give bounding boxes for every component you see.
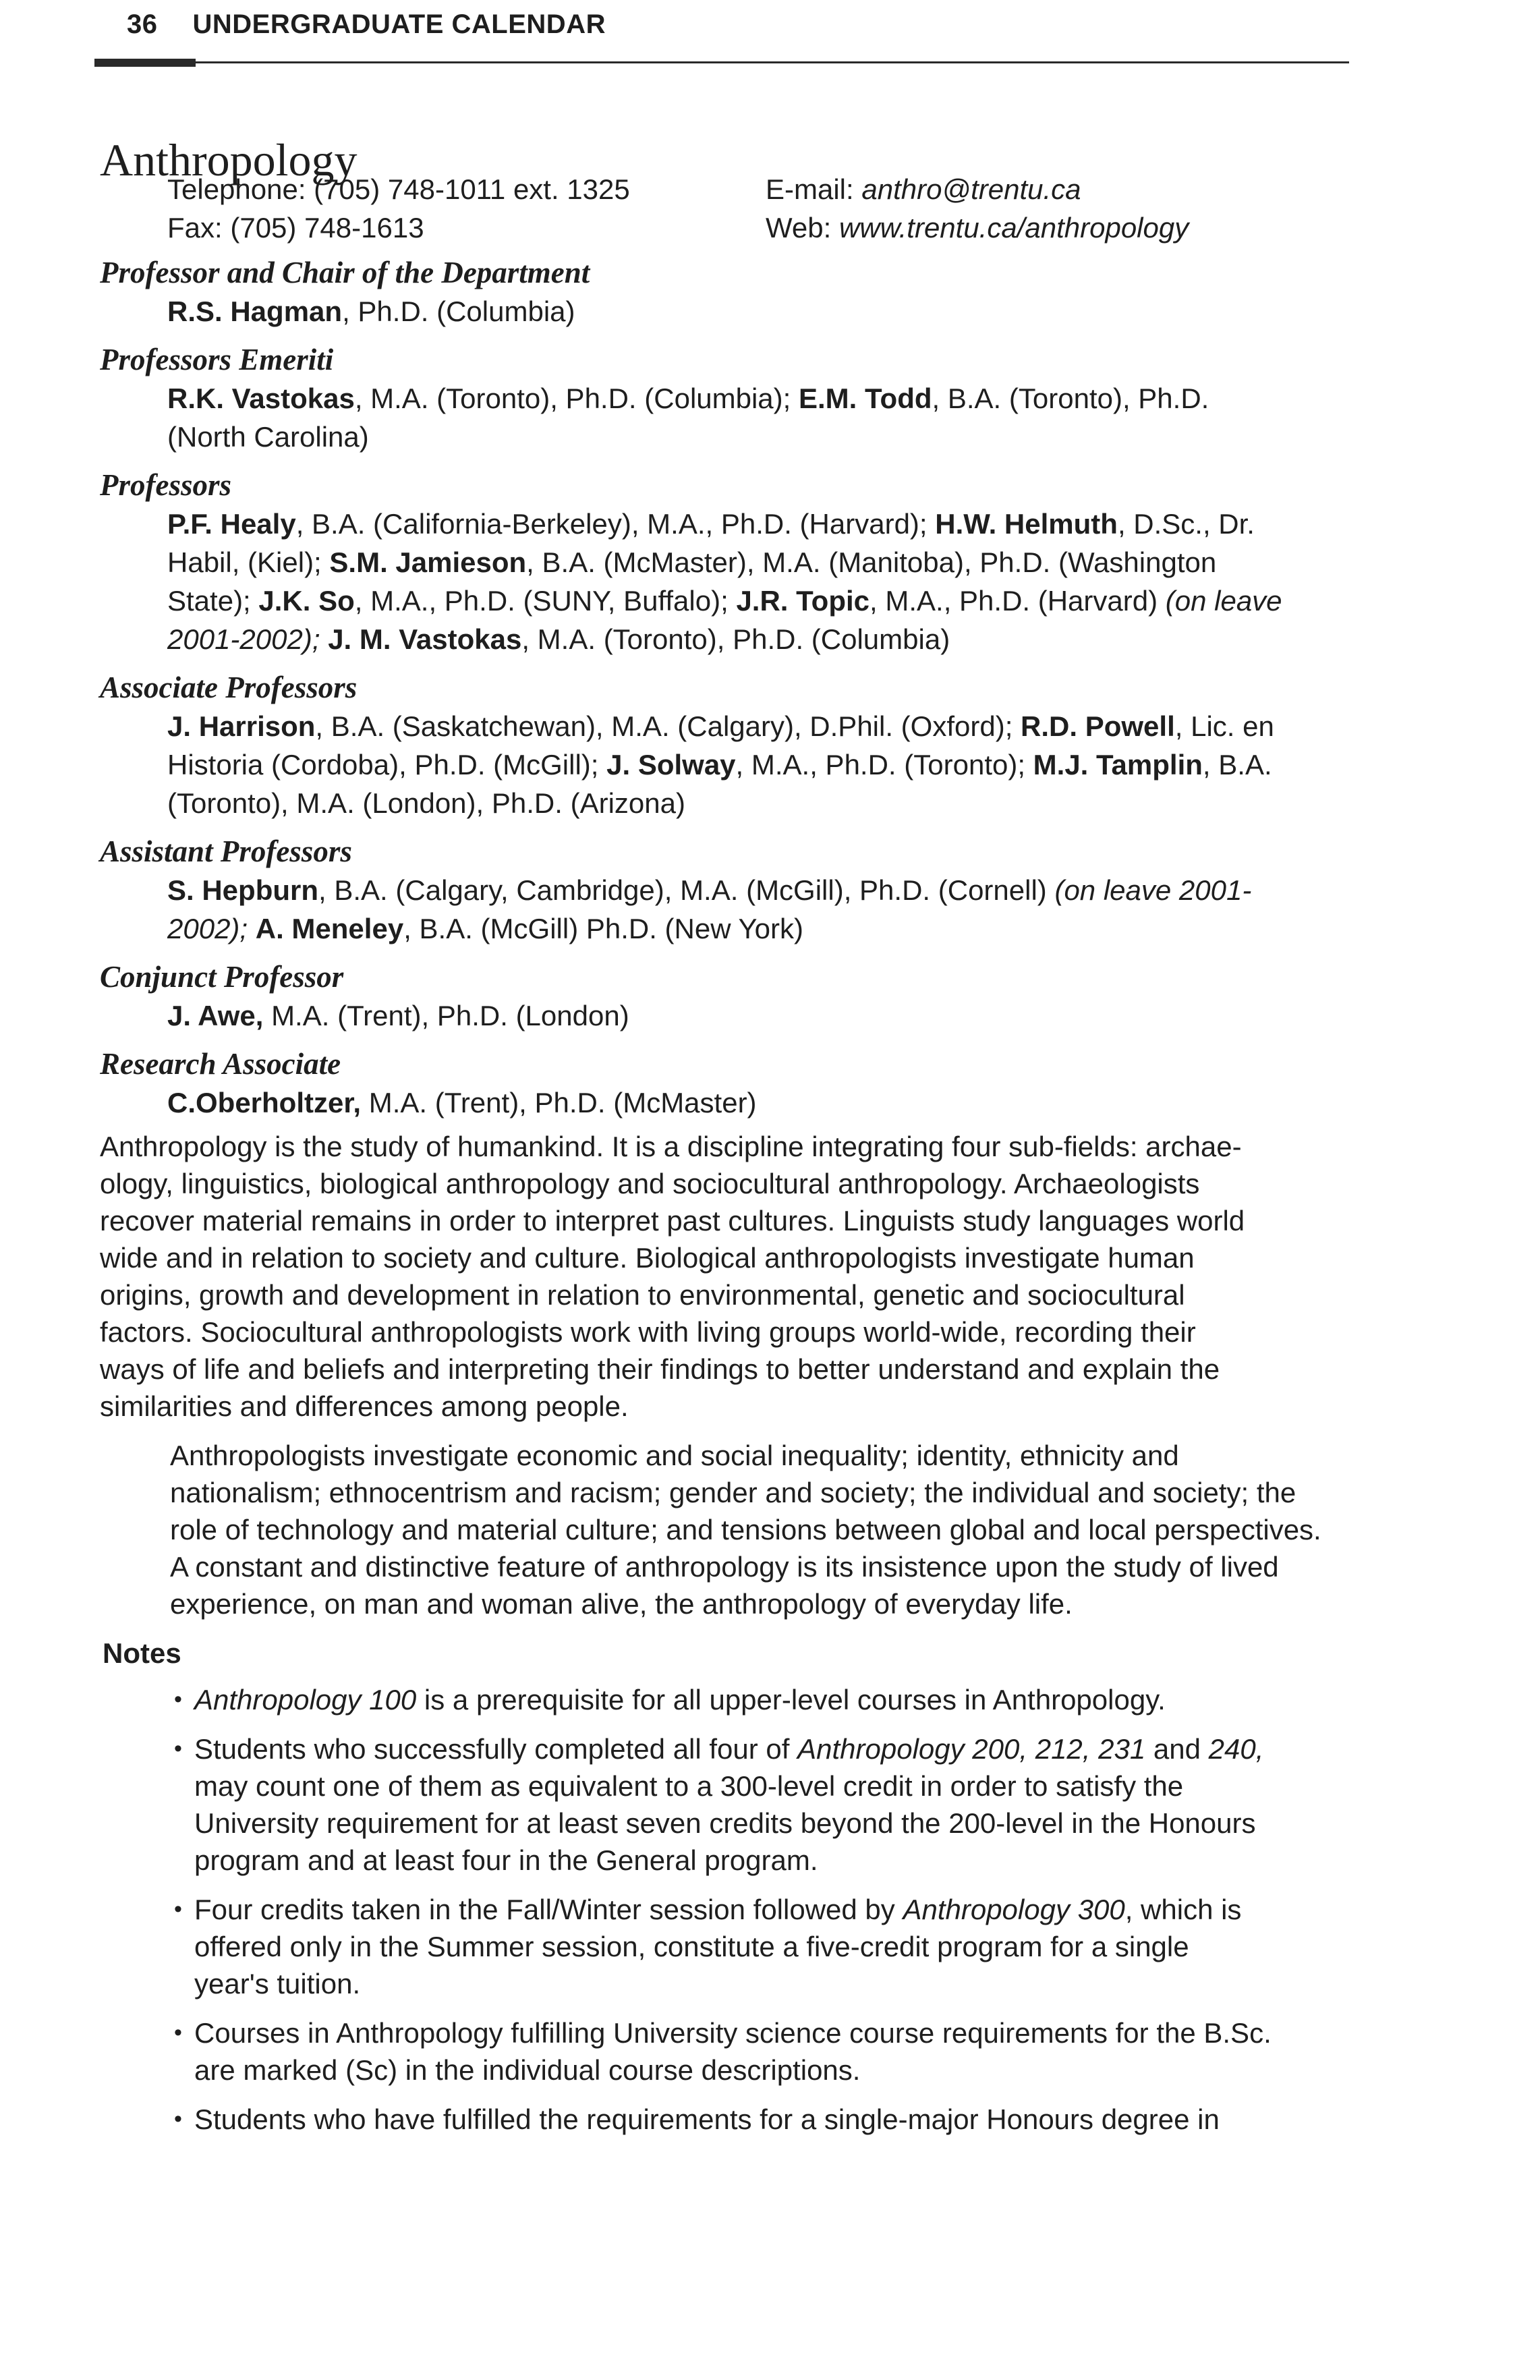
member-line [167,1083,1354,1122]
text-run: Four credits taken in the Fall/Winter session followed by [194,1894,903,1925]
person-name: C.Oberholtzer, [167,1087,362,1118]
text-run: Students who successfully completed all four of [194,1733,798,1765]
rank-heading: Professors [100,468,232,502]
member-line [167,292,1354,331]
faculty-emeriti [100,341,1354,456]
bullet-icon: • [174,2106,182,2132]
italic-text: Anthropology 200, 212, 231 [797,1733,1146,1765]
note-item [100,1681,1354,1718]
person-name: P.F. Healy [167,508,296,540]
contact-phone-block [167,170,630,247]
contact-online-block [766,170,1189,247]
italic-text: (on leave [1165,585,1282,617]
header-rule [94,61,1349,63]
member-line [167,620,1354,658]
notes-list [100,1681,1354,2138]
person-name: R.S. Hagman [167,295,343,327]
rank-heading: Conjunct Professor [100,960,344,994]
person-name: J.R. Topic [736,585,870,617]
person-name: S. Hepburn [167,874,319,906]
rank-heading: Research Associate [100,1047,341,1081]
member-line [167,784,1354,822]
member-entry [100,996,1354,1035]
text-run: , B.A. (California-Berkeley), M.A., Ph.D. (Harvard); [295,508,936,540]
paragraph-line: Anthropologists investigate economic and social inequality; identity, ethnicity and [170,1440,1179,1471]
note-item [100,1891,1354,2002]
person-name: J. Solway [606,749,736,781]
person-name: R.D. Powell [1021,710,1175,742]
running-title: UNDERGRADUATE CALENDAR [192,9,606,39]
paragraph-line: factors. Sociocultural anthropologists work with living groups world-wide, recording their [100,1316,1196,1348]
paragraph-line: similarities and differences among people. [100,1390,629,1422]
member-line [167,418,1354,456]
text-run: , D.Sc., Dr. [1117,508,1255,540]
member-line [167,996,1354,1035]
page-number: 36 [127,9,158,39]
italic-text: 240, [1208,1733,1264,1765]
note-item [100,1730,1354,1879]
person-name: M.J. Tamplin [1033,749,1203,781]
faculty-associate [100,669,1354,822]
email-label: E-mail: [766,173,862,205]
running-header [127,9,606,40]
fax: Fax: (705) 748-1613 [167,212,424,244]
paragraph-line: Anthropology is the study of humankind. It is a discipline integrating four sub-fields: archae- [100,1131,1242,1162]
text-run: (North Carolina) [167,421,369,453]
text-run: , Ph.D. (Columbia) [342,295,575,327]
text-run: , Lic. en [1174,710,1274,742]
member-line [167,707,1354,745]
text-run: , M.A., Ph.D. (Toronto); [735,749,1033,781]
faculty-professors [100,466,1354,658]
italic-text: 2002); [167,913,256,944]
note-line [194,2101,1354,2138]
member-line [167,745,1354,784]
telephone: Telephone: (705) 748-1011 ext. 1325 [167,173,630,205]
text-run: are marked (Sc) in the individual course descriptions. [194,2054,861,2086]
member-entry [100,292,1354,331]
member-line [167,909,1354,948]
paragraph-line: experience, on man and woman alive, the anthropology of everyday life. [170,1588,1073,1620]
note-line [194,1767,1354,1805]
person-name: J. Awe, [167,1000,264,1031]
note-line [194,2014,1354,2051]
member-entry [100,871,1354,948]
italic-text: Anthropology 100 [194,1684,417,1716]
text-run: M.A. (Trent), Ph.D. (London) [263,1000,629,1031]
bullet-icon: • [174,1896,182,1922]
text-run: State); [167,585,259,617]
notes-heading: Notes [103,1637,181,1669]
faculty-assistant [100,832,1354,948]
text-run: , M.A. (Toronto), Ph.D. (Columbia); [354,382,799,414]
web-label: Web: [766,212,839,244]
text-run: program and at least four in the General program. [194,1844,818,1876]
intro-paragraph-2 [100,1437,1354,1622]
person-name: H.W. Helmuth [935,508,1118,540]
intro-paragraph-1 [100,1128,1354,1425]
member-entry [100,379,1354,456]
rank-heading: Professors Emeriti [100,343,334,376]
note-line [194,1681,1354,1718]
member-line [167,871,1354,909]
text-run: year's tuition. [194,1968,361,2000]
faculty-conjunct [100,958,1354,1035]
member-line [167,379,1354,418]
text-run: , B.A. [1202,749,1272,781]
member-line [167,543,1354,582]
text-run: , B.A. (Calgary, Cambridge), M.A. (McGill), Ph.D. (Cornell) [318,874,1055,906]
text-run: is a prerequisite for all upper-level courses in Anthropology. [416,1684,1166,1716]
rank-heading: Assistant Professors [100,834,352,868]
rank-heading: Professor and Chair of the Department [100,256,590,289]
text-run: , which is [1124,1894,1242,1925]
bullet-icon: • [174,2020,182,2045]
note-line [194,1928,1354,1965]
person-name: J.K. So [258,585,355,617]
rank-heading: Associate Professors [100,671,358,704]
web-link[interactable]: www.trentu.ca/anthropology [838,212,1189,244]
bullet-icon: • [174,1687,182,1712]
italic-text: 2001-2002); [167,623,329,655]
person-name: E.M. Todd [799,382,932,414]
paragraph-line: wide and in relation to society and culture. Biological anthropologists investigate human [100,1242,1195,1274]
department-description [100,1128,1354,2150]
department-title: Anthropology [100,134,358,186]
bullet-icon: • [174,1736,182,1761]
person-name: A. Meneley [255,913,404,944]
text-run: University requirement for at least seven credits beyond the 200-level in the Honours [194,1807,1256,1839]
note-item [100,2101,1354,2138]
faculty-list [100,254,1354,1132]
paragraph-line: A constant and distinctive feature of anthropology is its insistence upon the study of lived [170,1551,1279,1583]
italic-text: Anthropology 300 [903,1894,1125,1925]
text-run: Historia (Cordoba), Ph.D. (McGill); [167,749,607,781]
note-item [100,2014,1354,2089]
note-line [194,2051,1354,2089]
italic-text: (on leave 2001- [1054,874,1252,906]
person-name: J. Harrison [167,710,316,742]
text-run: , B.A. (McMaster), M.A. (Manitoba), Ph.D. (Washington [526,546,1217,578]
text-run: Courses in Anthropology fulfilling University science course requirements for the B.Sc. [194,2017,1272,2049]
email-line [766,170,1189,208]
paragraph-line: nationalism; ethnocentrism and racism; gender and society; the individual and society; the [170,1477,1296,1508]
member-entry [100,505,1354,658]
note-line [194,1730,1354,1767]
person-name: R.K. Vastokas [167,382,355,414]
text-run: Habil, (Kiel); [167,546,330,578]
text-run: may count one of them as equivalent to a 300-level credit in order to satisfy the [194,1770,1184,1802]
text-run: , B.A. (Toronto), Ph.D. [932,382,1209,414]
text-run: , B.A. (McGill) Ph.D. (New York) [403,913,803,944]
email-link[interactable]: anthro@trentu.ca [861,173,1081,205]
note-line [194,1842,1354,1879]
member-line [167,582,1354,620]
web-line [766,208,1189,247]
faculty-chair [100,254,1354,331]
person-name: J. M. Vastokas [328,623,522,655]
member-entry [100,707,1354,822]
note-line [194,1965,1354,2002]
paragraph-line: role of technology and material culture; and tensions between global and local perspectives. [170,1514,1321,1546]
paragraph-line: ways of life and beliefs and interpreting their findings to better understand and explain the [100,1353,1220,1385]
text-run: , M.A. (Toronto), Ph.D. (Columbia) [521,623,950,655]
note-line [194,1891,1354,1928]
text-run: Students who have fulfilled the requirements for a single-major Honours degree in [194,2103,1220,2135]
member-entry [100,1083,1354,1122]
header-accent-block [94,59,196,67]
text-run: and [1145,1733,1209,1765]
text-run: offered only in the Summer session, constitute a five-credit program for a single [194,1931,1189,1962]
faculty-research [100,1045,1354,1122]
note-line [194,1805,1354,1842]
person-name: S.M. Jamieson [329,546,527,578]
paragraph-line: recover material remains in order to interpret past cultures. Linguists study languages world [100,1205,1245,1237]
text-run: , B.A. (Saskatchewan), M.A. (Calgary), D.Phil. (Oxford); [315,710,1021,742]
text-run: , M.A., Ph.D. (SUNY, Buffalo); [354,585,737,617]
text-run: (Toronto), M.A. (London), Ph.D. (Arizona) [167,787,685,819]
member-line [167,505,1354,543]
paragraph-line: origins, growth and development in relation to environmental, genetic and sociocultural [100,1279,1185,1311]
paragraph-line: ology, linguistics, biological anthropology and sociocultural anthropology. Archaeologists [100,1168,1200,1199]
text-run: , M.A., Ph.D. (Harvard) [869,585,1166,617]
text-run: M.A. (Trent), Ph.D. (McMaster) [361,1087,757,1118]
